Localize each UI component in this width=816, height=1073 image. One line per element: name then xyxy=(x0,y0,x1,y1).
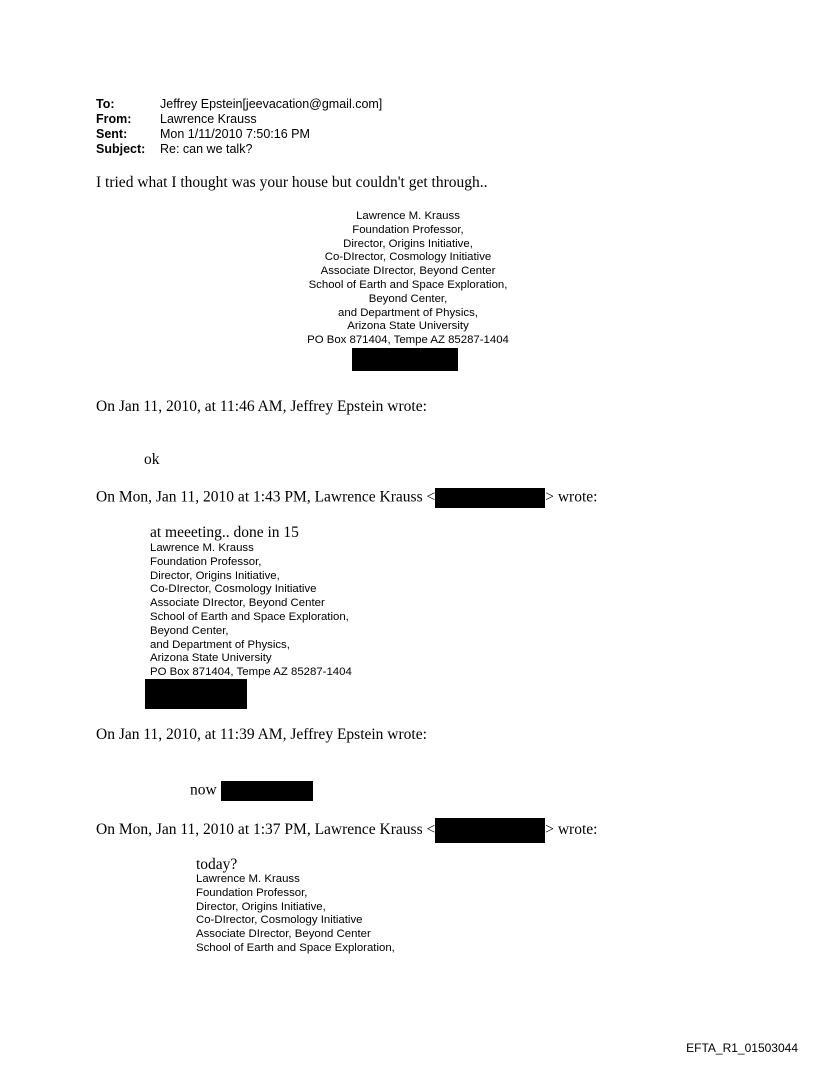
quote4-text: today? xyxy=(196,856,238,873)
signature-line: Co-DIrector, Cosmology Initiative xyxy=(150,583,317,596)
signature-line: Lawrence M. Krauss xyxy=(150,542,254,554)
signature-line: Foundation Professor, xyxy=(352,223,464,236)
quote3-text: now xyxy=(190,781,217,799)
signature-line: Associate DIrector, Beyond Center xyxy=(320,265,496,278)
signature-line: Foundation Professor, xyxy=(196,886,308,899)
signature-line: and Department of Physics, xyxy=(150,638,290,651)
redaction-box xyxy=(435,818,545,843)
signature-line: Beyond Center, xyxy=(150,624,229,637)
quote2-text: at meeeting.. done in 15 xyxy=(150,524,299,541)
message1-signature xyxy=(258,210,558,348)
signature-line: Co-DIrector, Cosmology Initiative xyxy=(196,914,363,927)
signature-line: School of Earth and Space Exploration, xyxy=(150,610,349,623)
quote2-intro-before: On Mon, Jan 11, 2010 at 1:43 PM, Lawrence Krauss < xyxy=(96,488,436,506)
from-value: Lawrence Krauss xyxy=(160,112,257,126)
redaction-box xyxy=(221,781,313,801)
quote4-signature xyxy=(196,873,395,956)
signature-line: PO Box 871404, Tempe AZ 85287-1404 xyxy=(307,334,509,347)
sent-row xyxy=(96,127,382,142)
signature-line: Director, Origins Initiative, xyxy=(196,900,326,913)
to-label: To: xyxy=(96,97,115,111)
quote3-intro: On Jan 11, 2010, at 11:39 AM, Jeffrey Epstein wrote: xyxy=(96,726,427,743)
signature-line: Foundation Professor, xyxy=(150,555,262,568)
signature-line: Co-DIrector, Cosmology Initiative xyxy=(324,251,492,264)
to-row xyxy=(96,97,382,112)
redaction-box xyxy=(352,348,458,371)
signature-line: and Department of Physics, xyxy=(338,306,478,319)
signature-line: Director, Origins Initiative, xyxy=(150,569,280,582)
signature-line: Arizona State University xyxy=(347,320,469,333)
subject-value: Re: can we talk? xyxy=(160,142,253,156)
to-value: Jeffrey Epstein[jeevacation@gmail.com] xyxy=(160,97,383,111)
subject-label: Subject: xyxy=(96,142,146,156)
quote2-intro-after: > wrote: xyxy=(545,488,598,506)
signature-line: Director, Origins Initiative, xyxy=(343,237,473,250)
signature-line: Associate DIrector, Beyond Center xyxy=(150,597,325,610)
sent-label: Sent: xyxy=(96,127,128,141)
quote1-intro: On Jan 11, 2010, at 11:46 AM, Jeffrey Epstein wrote: xyxy=(96,398,427,415)
redaction-box xyxy=(145,679,247,709)
signature-line: Lawrence M. Krauss xyxy=(196,873,300,885)
quote1-text: ok xyxy=(144,451,160,468)
sent-value: Mon 1/11/2010 7:50:16 PM xyxy=(160,127,310,141)
from-row xyxy=(96,112,382,127)
document-id: EFTA_R1_01503044 xyxy=(686,1041,798,1055)
quote3-line xyxy=(190,781,313,801)
quote4-intro-after: > wrote: xyxy=(545,821,598,839)
quote4-intro-before: On Mon, Jan 11, 2010 at 1:37 PM, Lawrence Krauss < xyxy=(96,821,436,839)
signature-line: Associate DIrector, Beyond Center xyxy=(196,928,371,941)
message1-text: I tried what I thought was your house but couldn't get through.. xyxy=(96,174,488,191)
quote4-intro xyxy=(96,818,597,843)
quote2-intro xyxy=(96,488,597,508)
from-label: From: xyxy=(96,112,132,126)
signature-line: Arizona State University xyxy=(150,652,272,665)
email-header xyxy=(96,97,382,157)
subject-row xyxy=(96,142,382,157)
redaction-box xyxy=(435,488,545,508)
signature-line: Lawrence M. Krauss xyxy=(356,210,460,222)
signature-line: PO Box 871404, Tempe AZ 85287-1404 xyxy=(150,666,352,679)
signature-line: School of Earth and Space Exploration, xyxy=(196,941,395,954)
signature-line: School of Earth and Space Exploration, xyxy=(308,278,508,291)
quote2-signature xyxy=(150,542,352,680)
signature-line: Beyond Center, xyxy=(368,292,448,305)
